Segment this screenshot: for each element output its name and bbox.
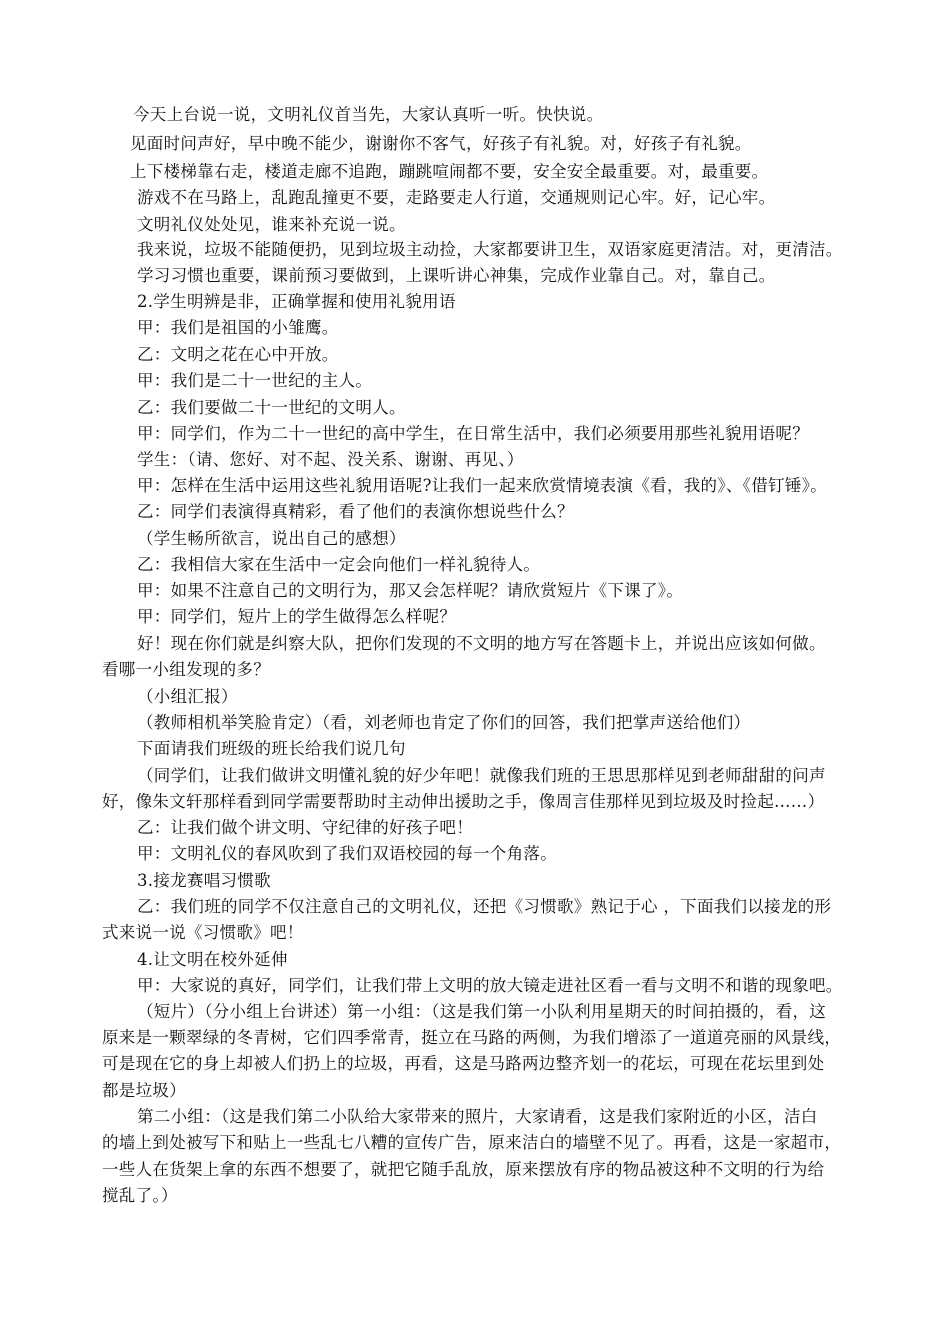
text-line: 我来说，垃圾不能随便扔，见到垃圾主动捡，大家都要讲卫生，双语家庭更清洁。对，更清洁。: [137, 240, 843, 259]
section-heading: 3.接龙赛唱习惯歌: [137, 871, 271, 890]
text-line: 看哪一小组发现的多？: [102, 660, 270, 679]
text-line: 学生：（请、您好、对不起、没关系、谢谢、再见、）: [137, 450, 524, 469]
text-line: 好，像朱文轩那样看到同学需要帮助时主动伸出援助之手，像周言佳那样见到垃圾及时捡起……）: [102, 792, 825, 811]
text-line: 乙：我们班的同学不仅注意自己的文明礼仪，还把《习惯歌》熟记于心 ，下面我们以接龙的形: [137, 897, 832, 916]
text-line: 文明礼仪处处见，谁来补充说一说。: [137, 215, 406, 234]
text-line: 乙：同学们表演得真精彩，看了他们的表演你想说些什么？: [137, 502, 574, 521]
text-line: 见面时问声好，早中晚不能少，谢谢你不客气，好孩子有礼貌。对，好孩子有礼貌。: [130, 134, 752, 153]
text-line: 都是垃圾）: [102, 1081, 186, 1100]
text-line: 甲：怎样在生活中运用这些礼貌用语呢?让我们一起来欣赏情境表演《看，我的》、《借钉锤》。: [137, 476, 827, 495]
text-line: （同学们，让我们做讲文明懂礼貌的好少年吧！就像我们班的王思思那样见到老师甜甜的问声: [137, 766, 826, 785]
text-line: 上下楼梯靠右走，楼道走廊不追跑，蹦跳喧闹都不要，安全安全最重要。对，最重要。: [130, 162, 769, 181]
text-line: 甲：我们是二十一世纪的主人。: [137, 371, 373, 390]
section-heading: 2.学生明辨是非，正确掌握和使用礼貌用语: [137, 292, 456, 311]
text-line: 乙：文明之花在心中开放。: [137, 345, 339, 364]
text-line: 甲：文明礼仪的春风吹到了我们双语校园的每一个角落。: [137, 844, 557, 863]
text-line: 好！现在你们就是纠察大队，把你们发现的不文明的地方写在答题卡上，并说出应该如何做。: [137, 634, 826, 653]
text-line: 一些人在货架上拿的东西不想要了，就把它随手乱放，原来摆放有序的物品被这种不文明的行为给: [102, 1160, 825, 1179]
text-line: 甲：如果不注意自己的文明行为，那又会怎样呢？请欣赏短片《下课了》。: [137, 581, 684, 600]
text-line: 可是现在它的身上却被人们扔上的垃圾，再看，这是马路两边整齐划一的花坛，可现在花坛里到处: [102, 1054, 825, 1073]
text-line: 乙：让我们做个讲文明、守纪律的好孩子吧！: [137, 818, 473, 837]
text-line: 甲：同学们，短片上的学生做得怎么样呢？: [137, 607, 457, 626]
text-line: 甲：大家说的真好，同学们，让我们带上文明的放大镜走进社区看一看与文明不和谐的现象吧。: [137, 976, 843, 995]
text-line: 式来说一说《习惯歌》吧！: [102, 923, 304, 942]
text-line: 下面请我们班级的班长给我们说几句: [137, 739, 406, 758]
text-line: 的墙上到处被写下和贴上一些乱七八糟的宣传广告，原来洁白的墙壁不见了。再看，这是一家超市，: [102, 1133, 842, 1152]
text-line: 甲：同学们，作为二十一世纪的高中学生，在日常生活中，我们必须要用那些礼貌用语呢？: [137, 424, 809, 443]
text-line: 乙：我相信大家在生活中一定会向他们一样礼貌待人。: [137, 555, 541, 574]
text-line: 搅乱了。）: [102, 1186, 178, 1205]
text-line: （学生畅所欲言，说出自己的感想）: [137, 529, 406, 548]
text-line: 甲：我们是祖国的小雏鹰。: [137, 318, 339, 337]
text-line: 学习习惯也重要，课前预习要做到，上课听讲心神集，完成作业靠自己。对，靠自己。: [137, 266, 776, 285]
text-line: 今天上台说一说，文明礼仪首当先，大家认真听一听。快快说。: [133, 105, 604, 124]
section-heading: 4.让文明在校外延伸: [137, 950, 288, 969]
text-line: 游戏不在马路上，乱跑乱撞更不要，走路要走人行道，交通规则记心牢。好，记心牢。: [137, 188, 776, 207]
text-line: 第二小组：（这是我们第二小队给大家带来的照片，大家请看，这是我们家附近的小区，洁白: [137, 1107, 818, 1126]
text-line: 乙：我们要做二十一世纪的文明人。: [137, 398, 406, 417]
text-line: （短片）（分小组上台讲述）第一小组：（这是我们第一小队利用星期天的时间拍摄的，看，这: [137, 1002, 827, 1021]
text-line: （教师相机举笑脸肯定）（看，刘老师也肯定了你们的回答，我们把掌声送给他们）: [137, 713, 751, 732]
text-line: 原来是一颗翠绿的冬青树，它们四季常青，挺立在马路的两侧，为我们增添了一道道亮丽的风景线，: [102, 1028, 842, 1047]
text-line: （小组汇报）: [137, 687, 238, 706]
